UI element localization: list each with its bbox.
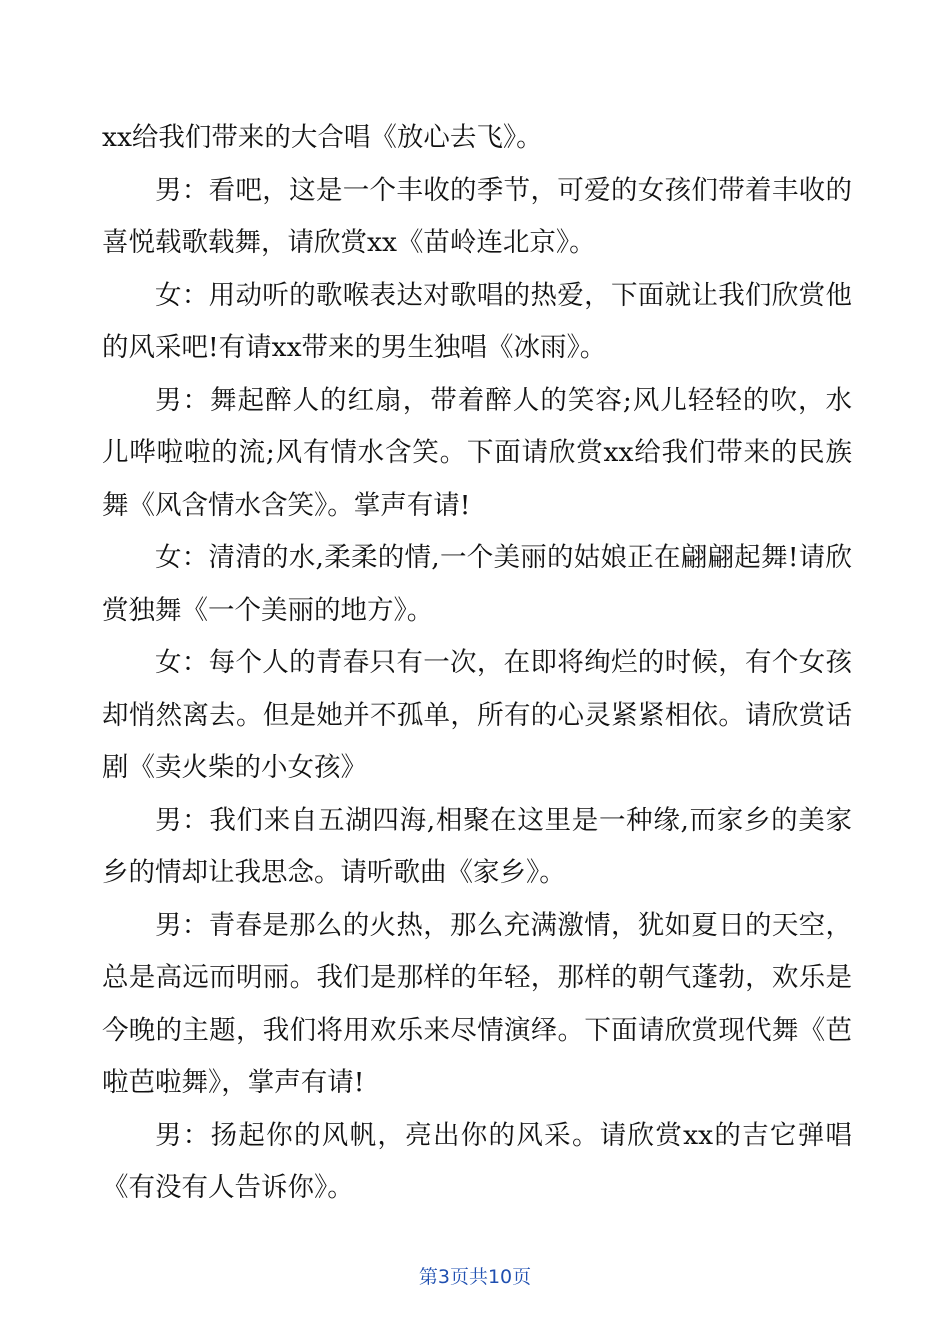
document-body	[102, 112, 852, 1215]
paragraph-4: 男：舞起醉人的红扇，带着醉人的笑容;风儿轻轻的吹，水儿哗啦啦的流;风有情水含笑。下面请欣赏xx给我们带来的民族舞《风含情水含笑》。掌声有请!	[102, 384, 852, 521]
paragraph-6: 女：每个人的青春只有一次，在即将绚烂的时候，有个女孩却悄然离去。但是她并不孤单，所有的心灵紧紧相依。请欣赏话剧《卖火柴的小女孩》	[102, 647, 852, 783]
paragraph-8: 男：青春是那么的火热，那么充满激情，犹如夏日的天空，总是高远而明丽。我们是那样的年轻，那样的朝气蓬勃，欢乐是今晚的主题，我们将用欢乐来尽情演绎。下面请欣赏现代舞《芭啦芭啦舞》，掌声有请!	[102, 909, 852, 1098]
paragraph-7: 男：我们来自五湖四海,相聚在这里是一种缘,而家乡的美家乡的情却让我思念。请听歌曲《家乡》。	[102, 804, 852, 888]
paragraph-9: 男：扬起你的风帆，亮出你的风采。请欣赏xx的吉它弹唱《有没有人告诉你》。	[102, 1119, 852, 1203]
paragraph-3: 女：用动听的歌喉表达对歌唱的热爱，下面就让我们欣赏他的风采吧!有请xx带来的男生独唱《冰雨》。	[102, 279, 852, 363]
paragraph-1: xx给我们带来的大合唱《放心去飞》。	[102, 122, 543, 153]
paragraph-5: 女：清清的水,柔柔的情,一个美丽的姑娘正在翩翩起舞!请欣赏独舞《一个美丽的地方》。	[102, 542, 852, 626]
paragraph-2: 男：看吧，这是一个丰收的季节，可爱的女孩们带着丰收的喜悦载歌载舞，请欣赏xx《苗岭连北京》。	[102, 174, 852, 258]
page-number-footer: 第3页共10页	[418, 1266, 532, 1288]
